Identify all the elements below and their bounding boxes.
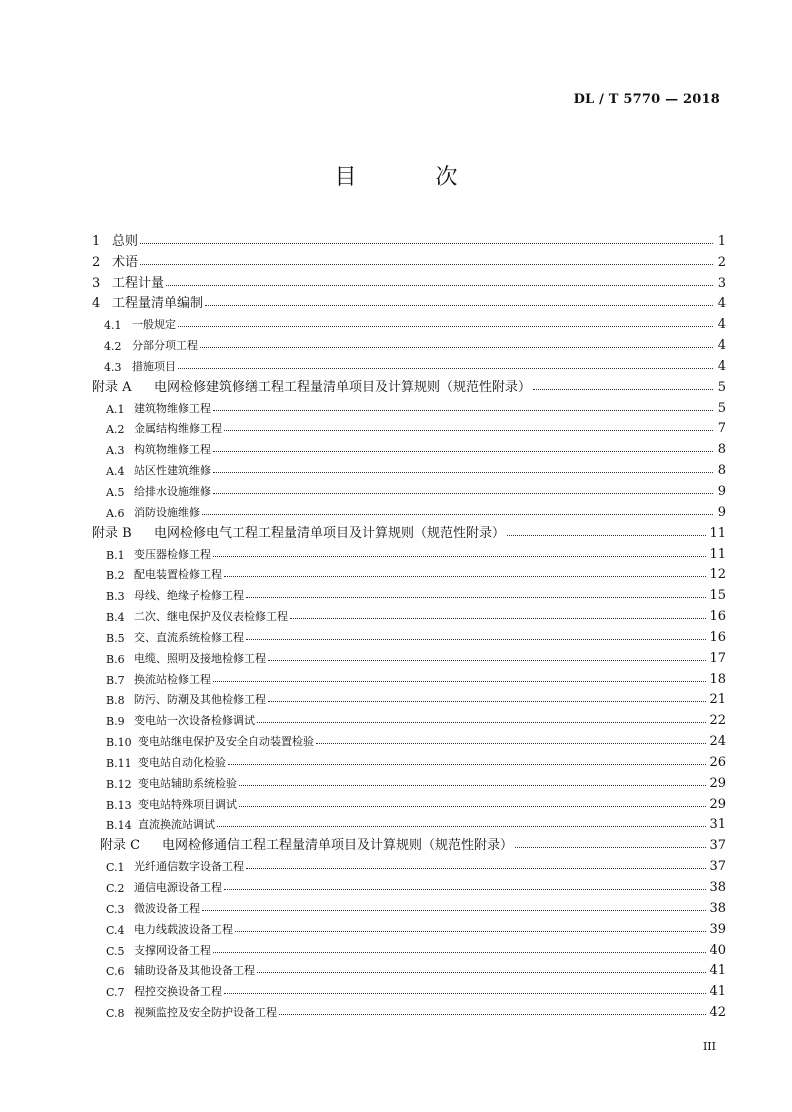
toc-entry-page: 42	[709, 1005, 726, 1021]
toc-entry[interactable]	[92, 541, 726, 562]
toc-entry-title: 电力线载波设备工程	[134, 922, 233, 936]
toc-entry-page: 12	[709, 567, 726, 583]
toc-entry-title: 变电站继电保护及安全自动装置检验	[138, 735, 314, 749]
toc-entry-page: 16	[709, 629, 726, 645]
toc-entry-page: 39	[709, 921, 726, 937]
toc-entry-number: B.10	[106, 736, 132, 750]
toc-entry-title: 二次、继电保护及仪表检修工程	[134, 610, 288, 624]
toc-entry-title: 光纤通信数字设备工程	[134, 860, 244, 874]
toc-entry[interactable]	[92, 707, 726, 728]
toc-entry[interactable]	[92, 874, 726, 895]
toc-entry-page: 38	[709, 900, 726, 916]
dot-leader	[217, 826, 706, 827]
toc-entry[interactable]	[92, 895, 726, 916]
toc-entry-title: 微波设备工程	[134, 901, 200, 915]
toc-entry[interactable]	[92, 332, 726, 353]
toc-entry-number: B.1	[106, 548, 125, 562]
dot-leader	[140, 264, 713, 265]
toc-entry[interactable]	[92, 645, 726, 666]
dot-leader	[316, 743, 706, 744]
toc-entry-number: C.7	[106, 986, 125, 1000]
toc-entry-title: 辅助设备及其他设备工程	[134, 964, 255, 978]
toc-entry[interactable]	[92, 728, 726, 749]
toc-entry-number: C.5	[106, 944, 125, 958]
toc-entry-page: 24	[709, 734, 726, 750]
dot-leader	[239, 806, 706, 807]
toc-entry-page: 4	[717, 317, 726, 333]
dot-leader	[200, 347, 713, 348]
toc-entry-title: 站区性建筑维修	[134, 464, 211, 478]
dot-leader	[228, 764, 706, 765]
dot-leader	[213, 681, 706, 682]
dot-leader	[533, 389, 713, 390]
toc-entry[interactable]	[92, 353, 726, 374]
standard-code: DL / T 5770 — 2018	[573, 92, 720, 107]
toc-entry-number: C.3	[106, 902, 125, 916]
toc-entry-number: 4.3	[104, 360, 122, 374]
dot-leader	[246, 639, 706, 640]
toc-entry-number: 1	[92, 233, 101, 249]
dot-leader	[213, 472, 713, 473]
toc-entry[interactable]	[92, 416, 726, 437]
dot-leader	[205, 305, 713, 306]
toc-entry-number: B.6	[106, 652, 125, 666]
toc-entry-number: A.5	[106, 485, 125, 499]
toc-entry-page: 11	[709, 546, 726, 562]
dot-leader	[257, 972, 706, 973]
toc-entry-page: 8	[717, 463, 726, 479]
dot-leader	[515, 847, 706, 848]
toc-entry-title: 电缆、照明及接地检修工程	[134, 651, 266, 665]
dot-leader	[213, 952, 706, 953]
toc-entry-title: 通信电源设备工程	[134, 881, 222, 894]
toc-entry-page: 4	[717, 358, 726, 374]
toc-entry-page: 3	[717, 275, 726, 291]
toc-entry-page: 29	[709, 796, 726, 812]
toc-entry-title: 变电站特殊项目调试	[138, 797, 237, 811]
toc-entry-number: B.3	[106, 590, 125, 604]
toc-entry-title: 变压器检修工程	[134, 547, 211, 561]
toc-entry-page: 9	[717, 483, 726, 499]
toc-entry-number: C.6	[106, 965, 125, 979]
dot-leader	[246, 868, 706, 869]
dot-leader	[268, 701, 706, 702]
toc-entry-number: 附录 A	[92, 379, 132, 395]
toc-entry-number: C.2	[106, 882, 125, 895]
toc-entry-title: 建筑物维修工程	[134, 401, 211, 415]
toc-entry-number: B.9	[106, 715, 125, 729]
dot-leader	[178, 326, 713, 327]
toc-entry-title: 变电站辅助系统检验	[138, 776, 237, 790]
dot-leader	[224, 430, 713, 431]
toc-entry-title: 配电装置检修工程	[134, 568, 222, 582]
toc-entry-number: 2	[92, 254, 101, 270]
toc-entry-number: C.8	[106, 1007, 125, 1021]
toc-entry[interactable]	[92, 624, 726, 645]
toc-entry-number: A.6	[106, 506, 125, 520]
toc-entry-number: B.13	[106, 798, 132, 812]
dot-leader	[140, 243, 713, 244]
toc-entry[interactable]	[92, 832, 726, 853]
toc-entry-number: B.11	[106, 756, 132, 770]
toc-entry[interactable]	[92, 562, 726, 583]
dot-leader	[268, 660, 706, 661]
page-number: III	[702, 1040, 716, 1053]
toc-entry-page: 38	[709, 880, 726, 895]
toc-entry[interactable]	[92, 249, 726, 270]
dot-leader	[257, 722, 706, 723]
toc-entry[interactable]	[92, 270, 726, 291]
toc-entry-page: 18	[709, 671, 726, 687]
toc-entry-page: 4	[717, 338, 726, 354]
toc-entry[interactable]	[92, 291, 726, 312]
toc-entry[interactable]	[92, 853, 726, 874]
dot-leader	[239, 785, 706, 786]
dot-leader	[279, 1014, 706, 1015]
toc-entry[interactable]	[92, 999, 726, 1020]
toc-entry-number: B.7	[106, 673, 125, 687]
dot-leader	[224, 889, 706, 890]
toc-entry-number: 4.1	[104, 319, 122, 333]
toc-entry-title: 程控交换设备工程	[134, 985, 222, 999]
toc-entry[interactable]	[92, 582, 726, 603]
toc-entry[interactable]	[92, 812, 726, 833]
toc-entry-page: 37	[709, 838, 726, 854]
toc-entry-number: 附录 B	[92, 525, 132, 541]
toc-entry-number: B.14	[106, 819, 132, 833]
toc-entry-number: A.1	[106, 402, 125, 416]
toc-entry[interactable]	[92, 436, 726, 457]
dot-leader	[178, 368, 713, 369]
toc-entry-title: 变电站一次设备检修调试	[134, 714, 255, 728]
toc-entry[interactable]	[92, 478, 726, 499]
dot-leader	[213, 451, 713, 452]
toc-entry-page: 17	[709, 650, 726, 666]
dot-leader	[213, 410, 713, 411]
toc-entry[interactable]	[92, 916, 726, 937]
toc-entry-page: 9	[717, 504, 726, 520]
toc-entry-title: 工程量清单编制	[112, 296, 204, 312]
toc-entry-title: 支撑网设备工程	[134, 943, 211, 957]
toc-entry-number: B.5	[106, 631, 125, 645]
toc-entry-title: 电网检修通信工程工程量清单项目及计算规则（规范性附录）	[162, 838, 514, 854]
toc-entry[interactable]	[92, 520, 726, 541]
toc-entry-title: 一般规定	[132, 318, 176, 332]
dot-leader	[202, 514, 713, 515]
toc-entry-title: 总则	[112, 233, 139, 249]
dot-leader	[507, 535, 706, 536]
toc-entry-title: 直流换流站调试	[138, 818, 215, 832]
toc-entry-page: 5	[717, 400, 726, 416]
dot-leader	[290, 618, 706, 619]
toc-entry-page: 1	[717, 233, 726, 249]
toc-entry-number: A.2	[106, 423, 125, 437]
toc-entry-title: 给排水设施维修	[134, 484, 211, 498]
toc-entry-number: A.3	[106, 444, 125, 458]
dot-leader	[246, 597, 706, 598]
dot-leader	[224, 576, 706, 577]
toc-entry-title: 母线、绝缘子检修工程	[134, 589, 244, 603]
toc-entry-title: 工程计量	[112, 275, 165, 291]
toc-entry-page: 2	[717, 254, 726, 270]
toc-entry-title: 电网检修电气工程工程量清单项目及计算规则（规范性附录）	[154, 525, 506, 541]
toc-entry-title: 变电站自动化检验	[138, 755, 226, 769]
toc-entry-page: 4	[717, 296, 726, 312]
toc-entry-title: 构筑物维修工程	[134, 443, 211, 457]
toc-entry[interactable]	[92, 978, 726, 999]
toc-entry[interactable]	[92, 687, 726, 708]
toc-entry-number: 3	[92, 275, 101, 291]
dot-leader	[213, 556, 706, 557]
toc-entry-number: B.8	[106, 694, 125, 708]
toc-entry-page: 11	[709, 525, 726, 541]
toc-entry-title: 措施项目	[132, 359, 176, 373]
toc-entry-number: A.4	[106, 465, 125, 479]
toc-entry-page: 40	[709, 942, 726, 958]
toc-entry-title: 交、直流系统检修工程	[134, 630, 244, 644]
toc-entry-title: 金属结构维修工程	[134, 422, 222, 436]
toc-entry[interactable]	[92, 311, 726, 332]
toc-entry[interactable]	[92, 228, 726, 249]
toc-entry-page: 15	[709, 588, 726, 604]
toc-entry-title: 换流站检修工程	[134, 672, 211, 686]
toc-entry-number: B.2	[106, 569, 125, 583]
toc-entry-page: 21	[709, 692, 726, 708]
toc-entry-number: 附录 C	[100, 838, 141, 854]
dot-leader	[224, 993, 706, 994]
toc-entry-title: 电网检修建筑修缮工程工程量清单项目及计算规则（规范性附录）	[154, 379, 532, 395]
toc-entry[interactable]	[92, 457, 726, 478]
toc-entry-page: 29	[709, 775, 726, 791]
toc-entry-page: 41	[709, 963, 726, 979]
toc-entry-page: 7	[717, 421, 726, 437]
toc-entry-page: 22	[709, 713, 726, 729]
toc-entry[interactable]	[92, 499, 726, 520]
toc-entry-title: 防污、防潮及其他检修工程	[134, 693, 266, 707]
toc-entry[interactable]	[92, 395, 726, 416]
dot-leader	[202, 910, 706, 911]
toc-entry-title: 消防设施维修	[134, 505, 200, 519]
toc-entry-page: 37	[709, 859, 726, 875]
toc-entry-title: 视频监控及安全防护设备工程	[134, 1006, 277, 1020]
toc-entry[interactable]	[92, 374, 726, 395]
toc-entry-number: C.4	[106, 923, 125, 937]
toc-entry[interactable]	[92, 791, 726, 812]
toc-entry-title: 术语	[112, 254, 139, 270]
dot-leader	[235, 931, 706, 932]
toc-entry-page: 8	[717, 442, 726, 458]
toc-entry-number: C.1	[106, 861, 125, 875]
toc-entry[interactable]	[92, 937, 726, 958]
toc-entry-number: B.12	[106, 777, 132, 791]
toc-entry-number: B.4	[106, 611, 125, 625]
toc-entry[interactable]	[92, 603, 726, 624]
toc-entry[interactable]	[92, 958, 726, 979]
toc-entry-page: 41	[709, 984, 726, 1000]
toc-entry-page: 26	[709, 754, 726, 770]
toc-entry[interactable]	[92, 666, 726, 687]
toc-entry-page: 5	[717, 379, 726, 395]
dot-leader	[166, 285, 713, 286]
table-of-contents	[92, 228, 726, 1020]
toc-entry-page: 16	[709, 609, 726, 625]
page-title: 目 次	[334, 165, 494, 190]
toc-entry-number: 4	[92, 296, 101, 312]
dot-leader	[213, 493, 713, 494]
toc-entry-title: 分部分项工程	[132, 339, 198, 353]
toc-entry[interactable]	[92, 749, 726, 770]
toc-entry-number: 4.2	[104, 340, 122, 354]
toc-entry-page: 31	[709, 817, 726, 833]
toc-entry[interactable]	[92, 770, 726, 791]
